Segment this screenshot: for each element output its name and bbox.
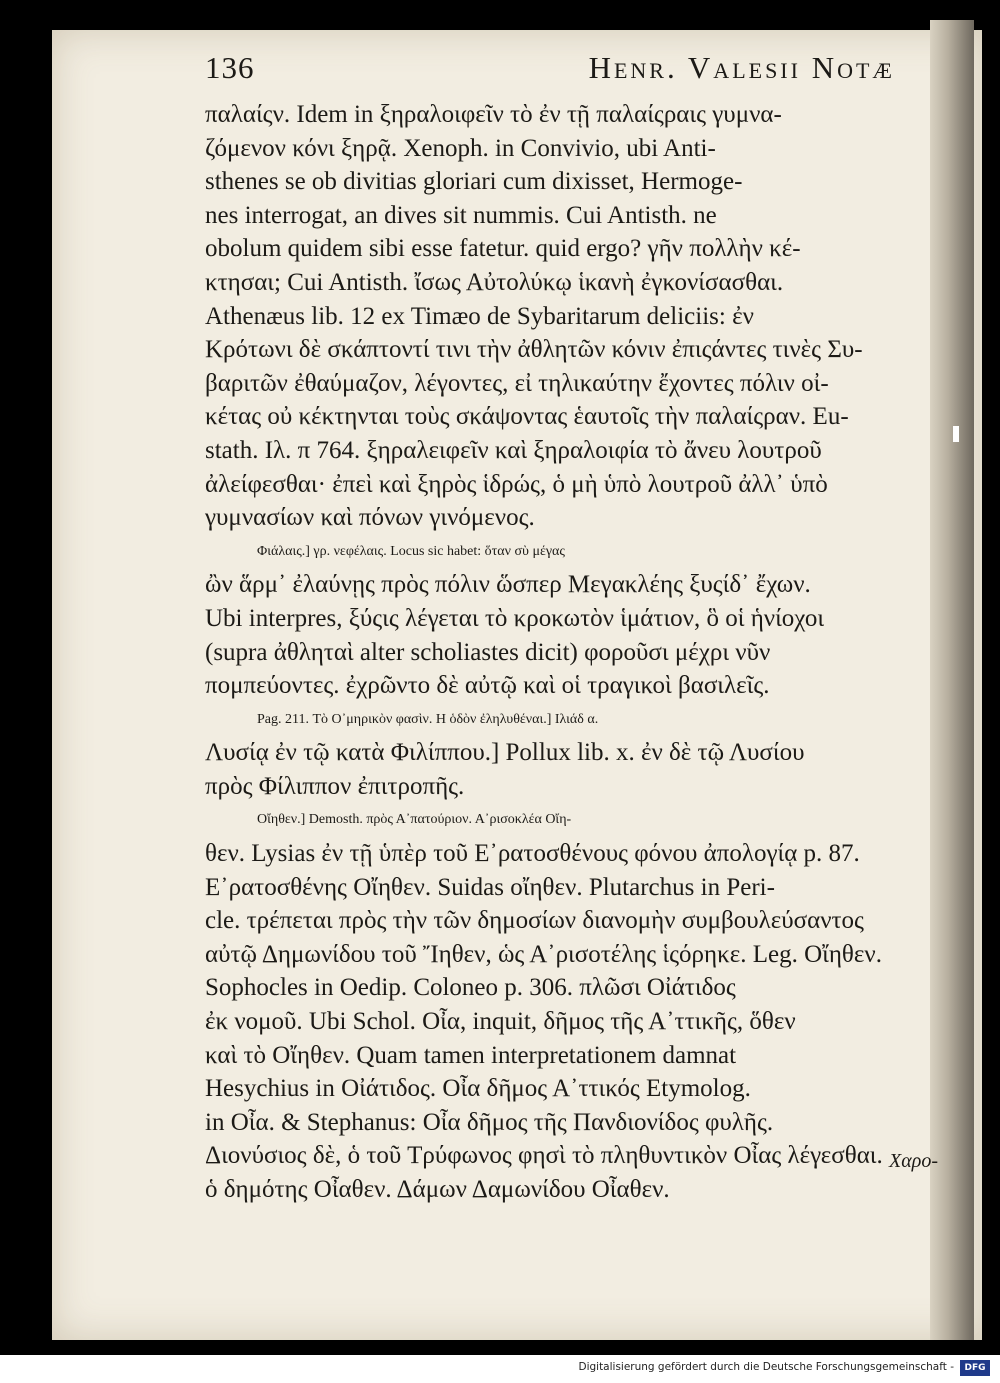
text-line: Pag. 211. Τὸ Ο᾽μηρικὸν φασὶν. Η ὁδὸν ἐληλυθέναι.] Iλιάδ α. — [257, 711, 599, 727]
catchword: Χαρο- — [889, 1150, 938, 1172]
text-line: ἀλείφεσθαι· ἐπεὶ καὶ ξηρὸς ἱδρώς, ὁ μὴ ὑπὸ λουτροῦ ἀλλ᾽ ὑπὸ — [205, 470, 828, 498]
text-line: ὁ δημότης Οἶαθεν. Δάμων Δαμωνίδου Οἶαθεν. — [205, 1176, 670, 1203]
text-line: Ε᾽ρατοσθένης Οἴηθεν. Suidas οἴηθεν. Plutarchus in Peri- — [205, 873, 775, 901]
text-line: Κρότωνι δὲ σκάπτοντί τινι τὴν ἀθλητῶν κόνιν ἐπιςάντες τινὲς Συ- — [205, 336, 863, 364]
text-line: nes interrogat, an dives sit nummis. Cui Antisth. ne — [205, 201, 717, 229]
footer-credit: Digitalisierung gefördert durch die Deutsche Forschungsgemeinschaft - — [578, 1361, 954, 1373]
running-title: Henr. Valesii Notæ — [588, 50, 895, 85]
text-line: ὢν ἅρμ᾽ ἐλαύνῃς πρὸς πόλιν ὥσπερ Μεγακλέης ξυςίδ᾽ ἔχων. — [205, 571, 811, 599]
page-gutter — [930, 20, 974, 1340]
text-line: καὶ τὸ Οἴηθεν. Quam tamen interpretationem damnat — [205, 1041, 737, 1069]
text-line: βαριτῶν ἐθαύμαζον, λέγοντες, εἰ τηλικαύτην ἔχοντες πόλιν οἰ- — [205, 369, 829, 397]
dfg-logo: DFG — [960, 1360, 990, 1376]
text-line: αὐτῷ Δημωνίδου τοῦ Ἴηθεν, ὡς Α᾽ρισοτέλης ἱςόρηκε. Leg. Οἴηθεν. — [205, 940, 882, 968]
text-line: πρὸς Φίλιππον ἐπιτροπῆς. — [205, 772, 465, 800]
text-line: Διονύσιος δὲ, ὁ τοῦ Τρύφωνος φησὶ τὸ πληθυντικὸν Οἶας λέγεσθαι. — [205, 1142, 883, 1170]
text-line: sthenes se ob divitias gloriari cum dixisset, Hermoge- — [205, 168, 743, 196]
text-line: Οἴηθεν.] Demosth. πρὸς Α᾽πατούριον. Α᾽ρισοκλέα Οἴη- — [257, 812, 572, 828]
text-line: Φιάλαις.] γρ. νεφέλαις. Locus sic habet: ὅταν σὺ μέγας — [257, 543, 565, 559]
text-line: θεν. Lysias ἐν τῇ ὑπὲρ τοῦ Ε᾽ρατοσθένους φόνου ἀπολογίᾳ p. 87. — [205, 840, 860, 868]
text-line: in Οἶα. & Stephanus: Οἶα δῆμος τῆς Πανδιονίδος φυλῆς. — [205, 1108, 774, 1136]
text-line: κτησαι; Cui Antisth. ἴσως Αὐτολύκῳ ἱκανὴ ἐγκονίσασθαι. — [205, 268, 784, 296]
text-block — [205, 50, 925, 1207]
text-line: Sophocles in Oedip. Coloneo p. 306. πλῶσι Οἰάτιδος — [205, 974, 736, 1002]
text-line: πομπεύοντες. ἐχρῶντο δὲ αὐτῷ καὶ οἱ τραγικοὶ βασιλεῖς. — [205, 672, 770, 700]
text-line: Hesychius in Οἰάτιδος. Οἶα δῆμος Α᾽ττικός Etymolog. — [205, 1075, 751, 1103]
page-header — [205, 50, 925, 98]
text-line: (supra ἀθληταὶ alter scholiastes dicit) φοροῦσι μέχρι νῦν — [205, 638, 771, 666]
text-line: κέτας οὐ κέκτηνται τοὺς σκάψοντας ἑαυτοῖς τὴν παλαίςραν. Eu- — [205, 403, 849, 431]
body-text — [205, 98, 925, 1207]
page-number: 136 — [205, 50, 255, 85]
text-line: Ubi interpres, ξύςις λέγεται τὸ κροκωτὸν ἱμάτιον, ὃ οἱ ἡνίοχοι — [205, 604, 825, 632]
text-line: παλαίςν. Idem in ξηραλοιφεῖν τὸ ἐν τῇ παλαίςραις γυμνα- — [205, 101, 782, 128]
footer-bar — [0, 1355, 1000, 1383]
text-line: obolum quidem sibi esse fatetur. quid ergo? γῆν πολλὴν κέ- — [205, 235, 801, 263]
text-line: ἐκ νομοῦ. Ubi Schol. Οἶα, inquit, δῆμος τῆς Α᾽ττικῆς, ὅθεν — [205, 1008, 796, 1036]
page-marker — [953, 426, 959, 442]
text-line: Λυσίᾳ ἐν τῷ κατὰ Φιλίππου.] Pollux lib. x. ἐν δὲ τῷ Λυσίου — [205, 739, 805, 767]
text-line: cle. τρέπεται πρὸς τὴν τῶν δημοσίων διανομὴν συμβουλεύσαντος — [205, 907, 864, 935]
text-line: stath. Iλ. π 764. ξηραλειφεῖν καὶ ξηραλοιφία τὸ ἄνευ λουτροῦ — [205, 436, 822, 464]
text-line: γυμνασίων καὶ πόνων γινόμενος. — [205, 504, 535, 532]
text-line: Athenæus lib. 12 ex Timæo de Sybaritarum deliciis: ἐν — [205, 302, 754, 330]
text-line: ζόμενον κόνι ξηρᾷ. Xenoph. in Convivio, ubi Anti- — [205, 134, 716, 162]
